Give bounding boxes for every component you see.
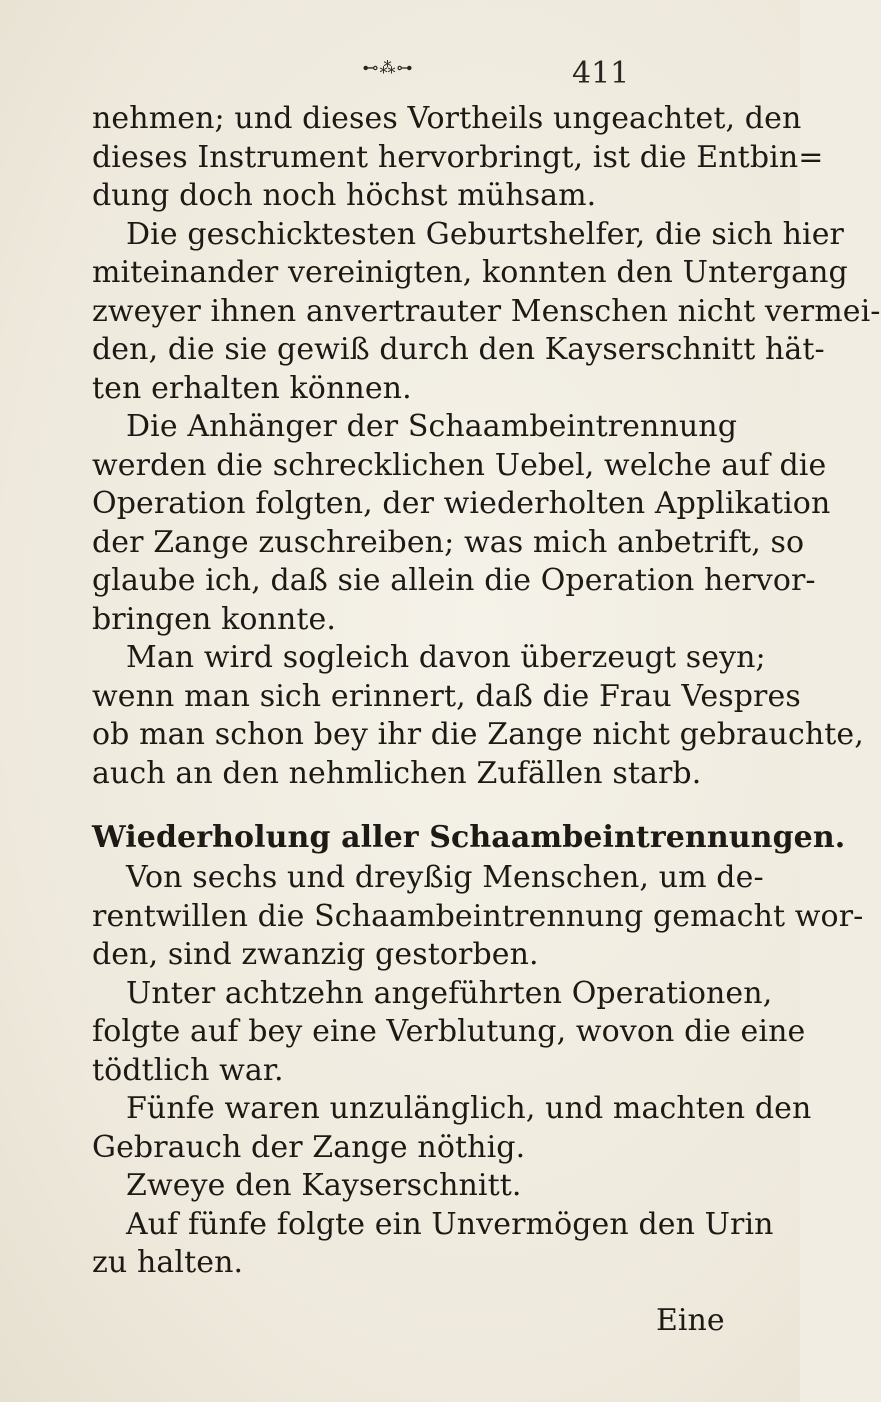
body-text <box>92 100 881 1283</box>
text-line: zu halten. <box>92 1245 244 1280</box>
text-line: Unter achtzehn angeführten Operationen, <box>126 975 773 1011</box>
text-line: Gebrauch der Zange nöthig. <box>92 1129 526 1165</box>
text-line: glaube ich, daß sie allein die Operation hervor- <box>92 563 816 598</box>
spacer <box>92 793 732 807</box>
text-line: wenn man sich erinnert, daß die Frau Vespres <box>92 678 801 714</box>
text-line: zweyer ihnen anvertrauter Menschen nicht vermei- <box>92 293 881 329</box>
text-line: Fünfe waren unzulänglich, und machten den <box>126 1091 812 1126</box>
text-line: auch an den nehmlichen Zufällen starb. <box>92 755 702 791</box>
text-line: Zweye den Kayserschnitt. <box>126 1168 522 1203</box>
text-line: dung doch noch höchst mühsam. <box>92 178 597 213</box>
header-ornament: ⊷⁂⊶ <box>362 58 414 77</box>
text-line: rentwillen die Schaambeintrennung gemacht wor- <box>92 898 864 934</box>
page-number: 411 <box>572 56 630 91</box>
text-line: werden die schrecklichen Uebel, welche auf die <box>92 447 827 483</box>
catchword: Eine <box>656 1303 725 1338</box>
text-line: Operation folgten, der wiederholten Applikation <box>92 486 831 521</box>
text-line: der Zange zuschreiben; was mich anbetrift, so <box>92 524 805 560</box>
text-line: Von sechs und dreyßig Menschen, um de- <box>126 860 764 895</box>
text-line: Die Anhänger der Schaambeintrennung <box>126 409 738 444</box>
text-line: den, sind zwanzig gestorben. <box>92 937 539 972</box>
text-line: ob man schon bey ihr die Zange nicht gebrauchte, <box>92 717 864 752</box>
text-line: dieses Instrument hervorbringt, ist die Entbin= <box>92 139 824 175</box>
text-line: miteinander vereinigten, konnten den Untergang <box>92 255 848 290</box>
text-line: ten erhalten können. <box>92 370 412 406</box>
text-line: nehmen; und dieses Vortheils ungeachtet, den <box>92 101 802 136</box>
text-line: den, die sie gewiß durch den Kayserschnitt hät- <box>92 332 825 367</box>
text-line: bringen konnte. <box>92 601 337 637</box>
text-line: Man wird sogleich davon überzeugt seyn; <box>126 640 766 675</box>
text-line: folgte auf bey eine Verblutung, wovon die eine <box>92 1014 806 1049</box>
text-line: Auf fünfe folgte ein Unvermögen den Urin <box>126 1206 774 1242</box>
text-line: Die geschicktesten Geburtshelfer, die sich hier <box>126 216 844 252</box>
section-heading: Wiederholung aller Schaambeintrennungen. <box>92 820 846 855</box>
text-line: tödtlich war. <box>92 1052 284 1088</box>
